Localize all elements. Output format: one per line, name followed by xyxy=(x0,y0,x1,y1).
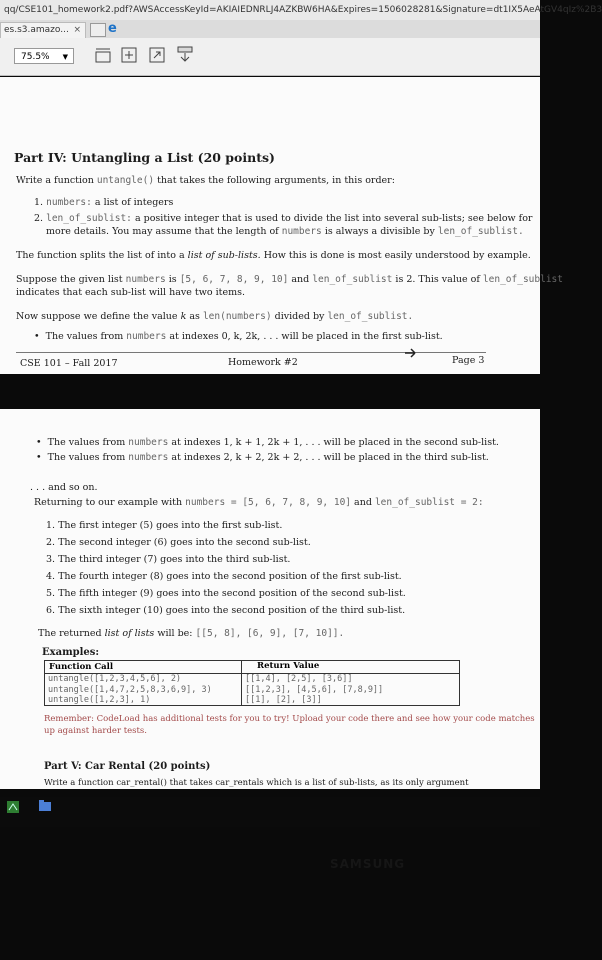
zoom-value: 75.5% xyxy=(21,52,50,62)
remember-line: Remember: CodeLoad has additional tests for you to try! Upload your code there and see how your code matches xyxy=(44,714,535,724)
table-row-return: [[1,2,3], [4,5,6], [7,8,9]] xyxy=(245,685,384,695)
mouse-cursor-icon xyxy=(404,346,420,362)
returned-line: The returned list of lists will be: [[5, 8], [6, 9], [7, 10]]. xyxy=(38,628,345,639)
monitor-brand: SAMSUNG xyxy=(330,857,406,871)
intro-line: Write a function untangle() that takes the following arguments, in this order: xyxy=(16,175,395,186)
ie-logo-icon: e xyxy=(108,21,117,36)
tab-bar xyxy=(0,20,540,38)
suppose-line: Suppose the given list numbers is [5, 6, 7, 8, 9, 10] and len_of_sublist is 2. This value of len_of_sublist xyxy=(16,274,563,285)
part4-heading: Part IV: Untangling a List (20 points) xyxy=(14,150,275,165)
chevron-down-icon: ▼ xyxy=(62,53,68,61)
arg2-line: 2. len_of_sublist: a positive integer that is used to divide the list into several sub-lists; see below for xyxy=(34,213,533,224)
footer-course: CSE 101 – Fall 2017 xyxy=(20,358,118,369)
bullet-3: • The values from numbers at indexes 2, k + 2, 2k + 2, . . . will be placed in the third sub-list. xyxy=(36,452,489,463)
arg2-line-2: more details. You may assume that the length of numbers is always a divisible by len_of_sublist. xyxy=(46,226,524,237)
returning-line: Returning to our example with numbers = [5, 6, 7, 8, 9, 10] and len_of_sublist = 2: xyxy=(34,497,484,508)
zoom-select[interactable] xyxy=(14,48,74,64)
and-so-on: . . . and so on. xyxy=(30,482,98,493)
rotate-icon[interactable] xyxy=(148,46,166,64)
new-tab-button[interactable] xyxy=(90,23,106,37)
step-4: 4. The fourth integer (8) goes into the second position of the first sub-list. xyxy=(46,571,402,582)
taskbar xyxy=(0,797,540,827)
bullet-1: • The values from numbers at indexes 0, k, 2k, . . . will be placed in the first sub-list. xyxy=(34,331,443,342)
close-icon[interactable]: × xyxy=(73,25,81,35)
part5-line: Write a function car_rental() that takes car_rentals which is a list of sub-lists, as its only argument xyxy=(44,778,469,788)
remember-line-2: up against harder tests. xyxy=(44,726,147,736)
table-header-return: Return Value xyxy=(257,661,320,671)
folder-icon[interactable] xyxy=(38,799,52,813)
browser-tab[interactable] xyxy=(0,22,86,38)
bullet-2: • The values from numbers at indexes 1, k + 1, 2k + 1, . . . will be placed in the second sub-list. xyxy=(36,437,499,448)
part5-heading: Part V: Car Rental (20 points) xyxy=(44,761,211,772)
address-bar[interactable] xyxy=(0,0,602,20)
table-row-call: untangle([1,2,3], 1) xyxy=(48,695,151,705)
table-row-return: [[1,4], [2,5], [3,6]] xyxy=(245,674,353,684)
footer-page: Page 3 xyxy=(452,355,485,366)
table-row-return: [[1], [2], [3]] xyxy=(245,695,322,705)
step-1: 1. The first integer (5) goes into the first sub-list. xyxy=(46,520,283,531)
table-row-call: untangle([1,2,3,4,5,6], 2) xyxy=(48,674,182,684)
step-2: 2. The second integer (6) goes into the second sub-list. xyxy=(46,537,311,548)
download-icon[interactable] xyxy=(176,46,194,64)
examples-table xyxy=(44,660,460,706)
table-row-call: untangle([1,4,7,2,5,8,3,6,9], 3) xyxy=(48,685,212,695)
indicates-line: indicates that each sub-list will have two items. xyxy=(16,287,245,298)
examples-heading: Examples: xyxy=(42,647,100,658)
footer-homework: Homework #2 xyxy=(228,357,298,368)
step-6: 6. The sixth integer (10) goes into the second position of the third sub-list. xyxy=(46,605,406,616)
url-text: qq/CSE101_homework2.pdf?AWSAccessKeyId=AKIAIEDNRLJ4AZKBW6HA&Expires=1506028281&Signature=dt1IX5AeAtGV4qIz%2B3 xyxy=(4,5,602,15)
table-header-call: Function Call xyxy=(49,662,114,672)
app-icon[interactable] xyxy=(6,800,20,814)
arg1-line: 1. numbers: a list of integers xyxy=(34,197,174,208)
fit-width-icon[interactable] xyxy=(120,46,138,64)
now-line: Now suppose we define the value k as len(numbers) divided by len_of_sublist. xyxy=(16,311,414,322)
pdf-toolbar xyxy=(0,38,540,76)
tab-title: es.s3.amazo... xyxy=(4,25,69,35)
step-5: 5. The fifth integer (9) goes into the second position of the second sub-list. xyxy=(46,588,406,599)
returns-line: The function splits the list of into a list of sub-lists. How this is done is most easily understood by example. xyxy=(16,250,531,261)
fit-page-icon[interactable] xyxy=(94,46,112,64)
step-3: 3. The third integer (7) goes into the third sub-list. xyxy=(46,554,291,565)
